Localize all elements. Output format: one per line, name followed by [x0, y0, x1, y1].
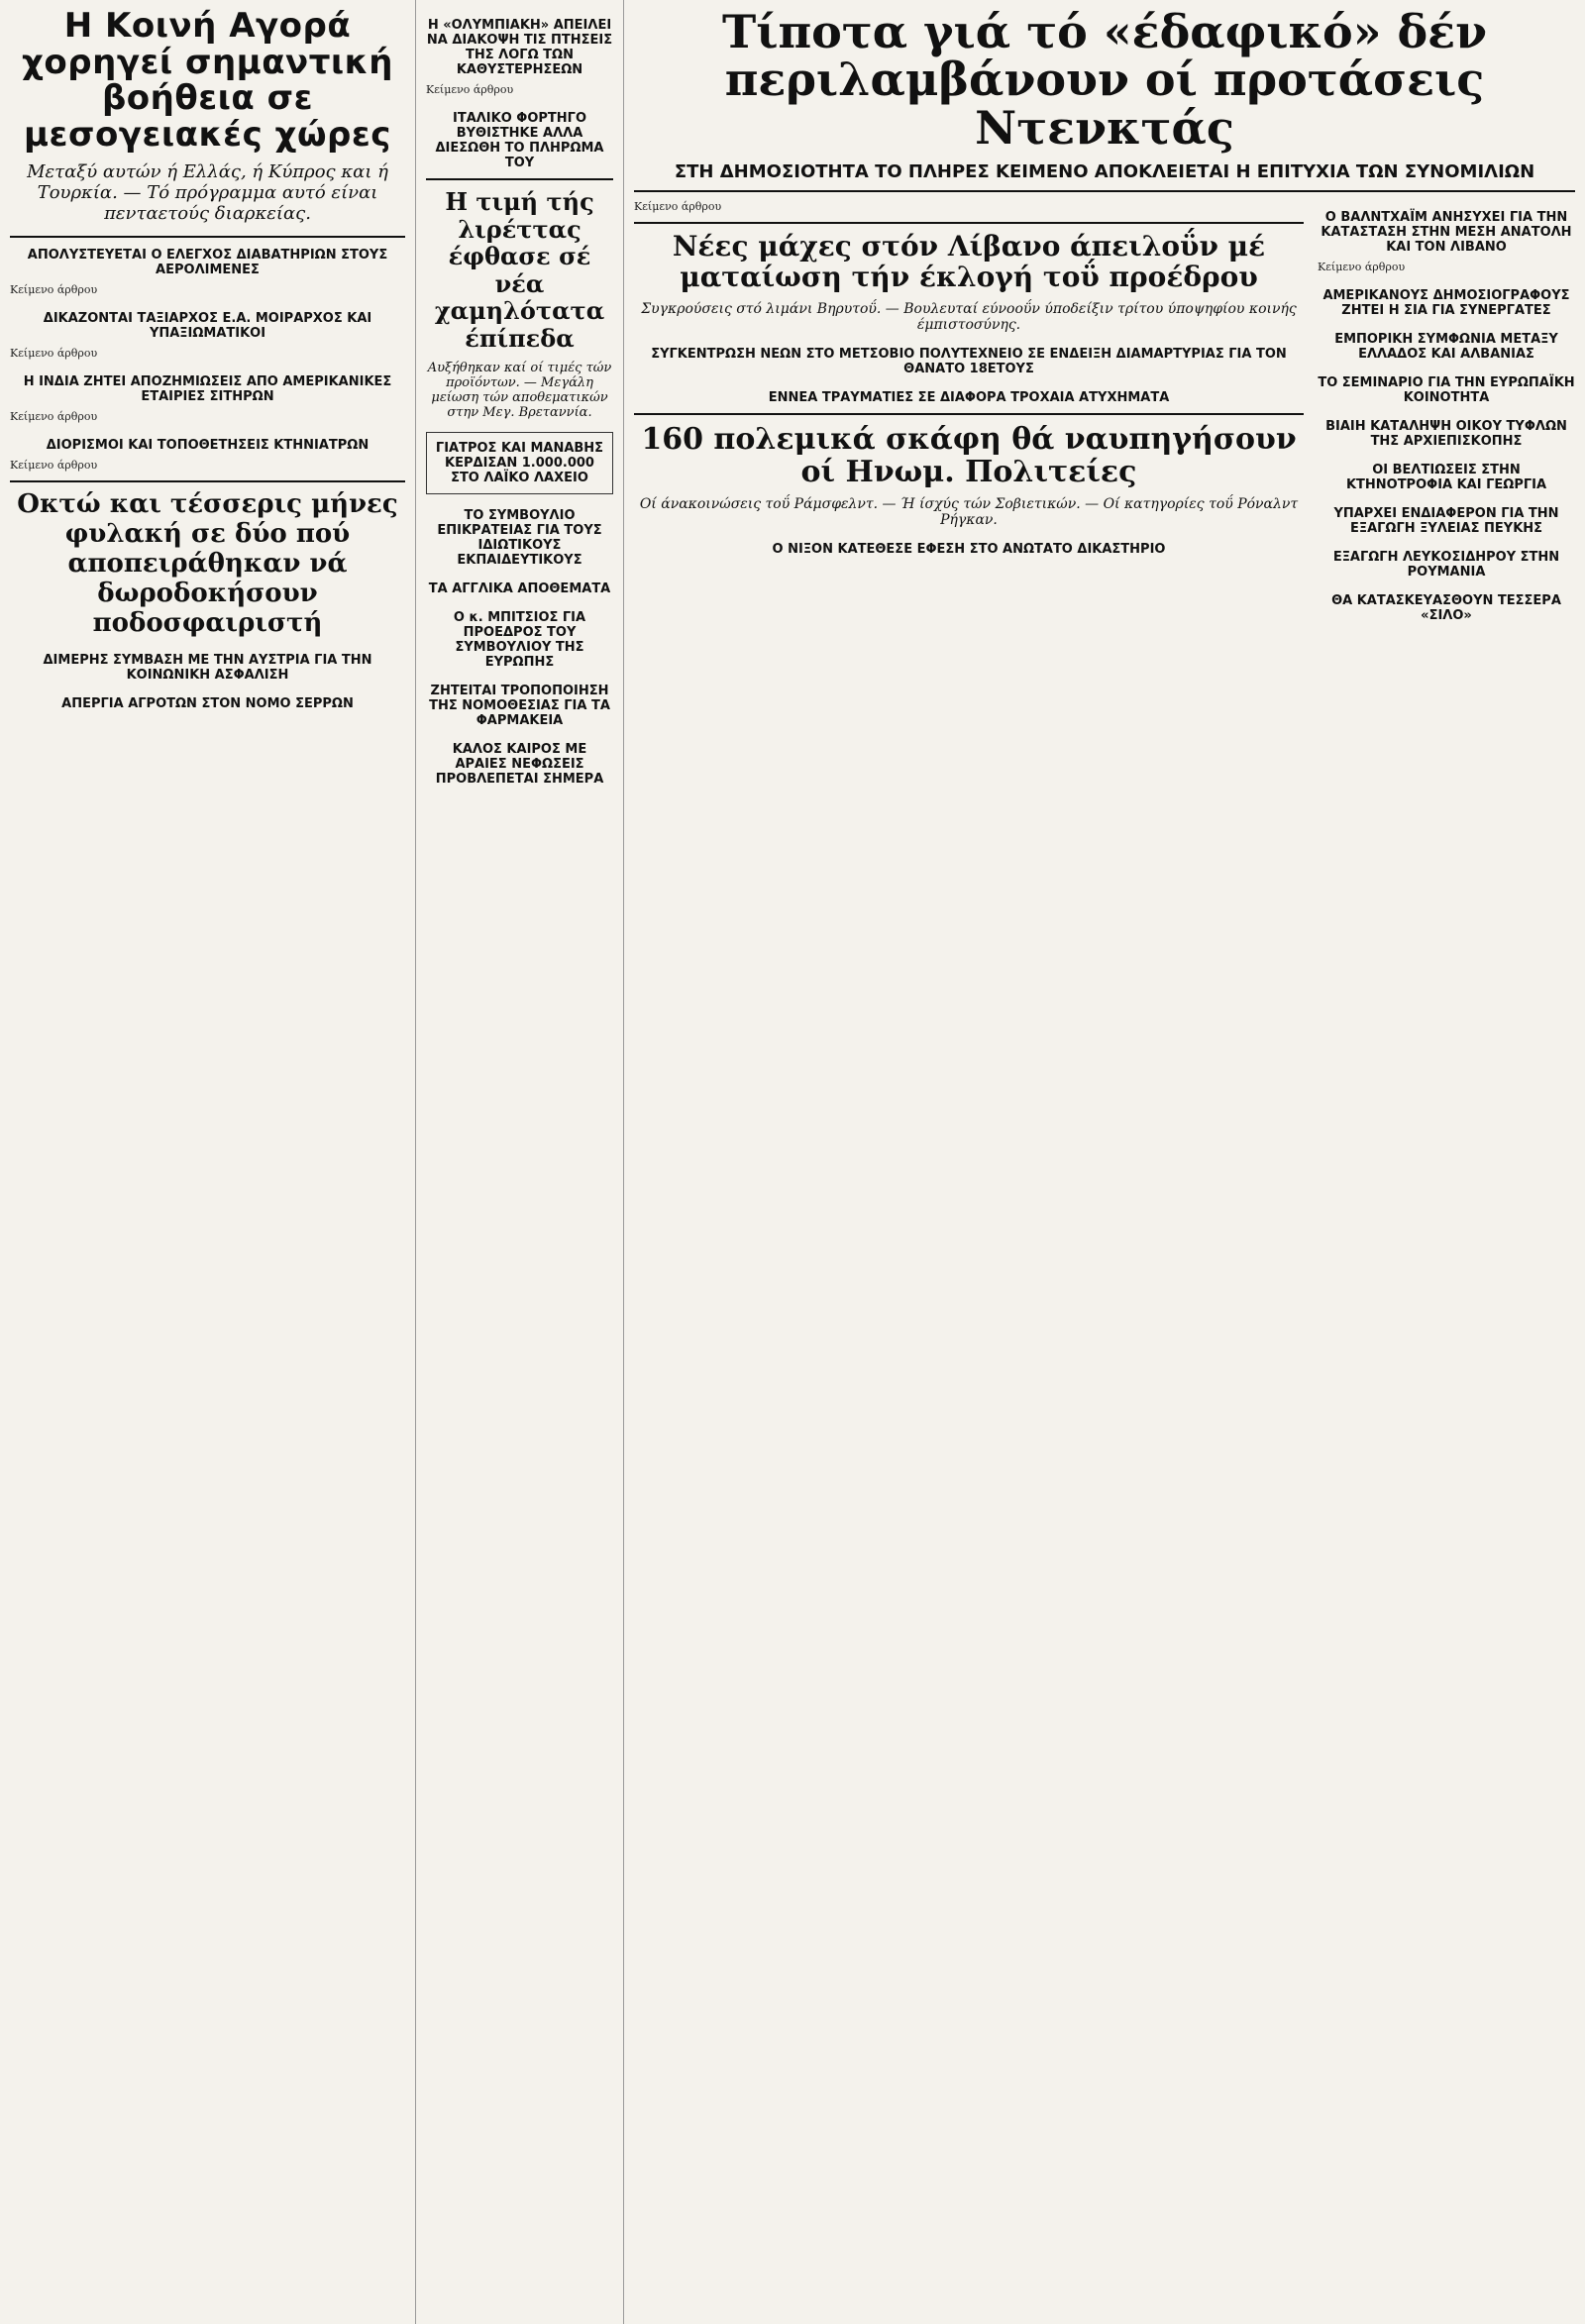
- subhead-farming: ΟΙ ΒΕΛΤΙΩΣΕΙΣ ΣΤΗΝ ΚΤΗΝΟΤΡΟΦΙΑ ΚΑΙ ΓΕΩΡΓΙΑ: [1345, 462, 1547, 492]
- left-column: [0, 0, 416, 2324]
- subhead-seminar: ΤΟ ΣΕΜΙΝΑΡΙΟ ΓΙΑ ΤΗΝ ΕΥΡΩΠΑΪΚΗ ΚΟΙΝΟΤΗΤΑ: [1318, 374, 1575, 405]
- rule: [10, 236, 405, 238]
- subhead-waldheim: Ο ΒΑΛΝΤΧΑΪΜ ΑΝΗΣΥΧΕΙ ΓΙΑ ΤΗΝ ΚΑΤΑΣΤΑΣΗ ΣΤΗΝ ΜΕΣΗ ΑΝΑΤΟΛΗ ΚΑΙ ΤΟΝ ΛΙΒΑΝΟ: [1321, 209, 1572, 255]
- subhead-vets: ΔΙΟΡΙΣΜΟΙ ΚΑΙ ΤΟΠΟΘΕΤΗΣΕΙΣ ΚΤΗΝΙΑΤΡΩΝ: [46, 438, 370, 454]
- body-text: Κείμενο άρθρου: [10, 410, 98, 424]
- main-grid: [634, 200, 1575, 629]
- subhead-albania: ΕΜΠΟΡΙΚΗ ΣΥΜΦΩΝΙΑ ΜΕΤΑΞΥ ΕΛΛΑΔΟΣ ΚΑΙ ΑΛΒΑΝΙΑΣ: [1334, 331, 1558, 362]
- subhead-reserves: ΤΑ ΑΓΓΛΙΚΑ ΑΠΟΘΕΜΑΤΑ: [428, 581, 611, 596]
- subhead-weather: ΚΑΛΟΣ ΚΑΙΡΟΣ ΜΕ ΑΡΑΙΕΣ ΝΕΦΩΣΕΙΣ ΠΡΟΒΛΕΠΕΤΑΙ ΣΗΜΕΡΑ: [435, 741, 604, 787]
- lede-common-market: Μεταξύ αυτών ή Ελλάς, ή Κύπρος και ή Τουρκία. — Τό πρόγραμμα αυτό είναι πενταετούς διαρκείας.: [27, 160, 388, 224]
- subhead-ship: ΙΤΑΛΙΚΟ ΦΟΡΤΗΓΟ ΒΥΘΙΣΤΗΚΕ ΑΛΛΑ ΔΙΕΣΩΘΗ ΤΟ ΠΛΗΡΩΜΑ ΤΟΥ: [435, 111, 604, 171]
- subhead-passports: ΑΠΟΛΥΣΤΕΥΕΤΑΙ Ο ΕΛΕΓΧΟΣ ΔΙΑΒΑΤΗΡΙΩΝ ΣΤΟΥΣ ΑΕΡΟΛΙΜΕΝΕΣ: [27, 247, 388, 277]
- subhead-silos: ΘΑ ΚΑΤΑΣΚΕΥΑΣΘΟΥΝ ΤΕΣΣΕΡΑ «ΣΙΛΟ»: [1331, 592, 1561, 623]
- rule: [426, 178, 613, 180]
- subhead-lottery: ΓΙΑΤΡΟΣ ΚΑΙ ΜΑΝΑΒΗΣ ΚΕΡΔΙΣΑΝ 1.000.000 ΣΤΟ ΛΑΪΚΟ ΛΑΧΕΙΟ: [426, 432, 613, 494]
- body-text: Κείμενο άρθρου: [10, 459, 98, 473]
- subhead-timber: ΥΠΑΡΧΕΙ ΕΝΔΙΑΦΕΡΟΝ ΓΙΑ ΤΗΝ ΕΞΑΓΩΓΗ ΞΥΛΕΙΑΣ ΠΕΥΚΗΣ: [1333, 505, 1559, 536]
- subhead-polytechnic: ΣΥΓΚΕΝΤΡΩΣΗ ΝΕΩΝ ΣΤΟ ΜΕΤΣΟΒΙΟ ΠΟΛΥΤΕΧΝΕΙΟ ΣΕ ΕΝΔΕΙΞΗ ΔΙΑΜΑΡΤΥΡΙΑΣ ΓΙΑ ΤΟΝ ΘΑΝΑΤΟ 18ΕΤΟΥΣ: [651, 346, 1287, 376]
- subhead-blind: ΒΙΑΙΗ ΚΑΤΑΛΗΨΗ ΟΙΚΟΥ ΤΥΦΛΩΝ ΤΗΣ ΑΡΧΙΕΠΙΣΚΟΠΗΣ: [1325, 418, 1567, 449]
- subhead-olympic: Η «ΟΛΥΜΠΙΑΚΗ» ΑΠΕΙΛΕΙ ΝΑ ΔΙΑΚΟΨΗ ΤΙΣ ΠΤΗΣΕΙΣ ΤΗΣ ΛΟΓΩ ΤΩΝ ΚΑΘΥΣΤΕΡΗΣΕΩΝ: [426, 18, 613, 77]
- main-left: [634, 200, 1304, 629]
- subhead-trial: ΔΙΚΑΖΟΝΤΑΙ ΤΑΞΙΑΡΧΟΣ Ε.Α. ΜΟΙΡΑΡΧΟΣ ΚΑΙ ΥΠΑΞΙΩΜΑΤΙΚΟΙ: [43, 310, 372, 341]
- headline-warships: 160 πολεμικά σκάφη θά ναυπηγήσουν οί Ηνωμ. Πολιτείες: [641, 421, 1297, 489]
- subhead-council: ΤΟ ΣΥΜΒΟΥΛΙΟ ΕΠΙΚΡΑΤΕΙΑΣ ΓΙΑ ΤΟΥΣ ΙΔΙΩΤΙΚΟΥΣ ΕΚΠΑΙΔΕΥΤΙΚΟΥΣ: [437, 507, 602, 568]
- subhead-pharmacies: ΖΗΤΕΙΤΑΙ ΤΡΟΠΟΠΟΙΗΣΗ ΤΗΣ ΝΟΜΟΘΕΣΙΑΣ ΓΙΑ ΤΑ ΦΑΡΜΑΚΕΙΑ: [429, 683, 610, 728]
- rule: [634, 413, 1304, 415]
- lede-lebanon: Συγκρούσεις στό λιμάνι Βηρυτοΰ. — Βουλευταί εύνοοΰν ύποδείξιν τρίτου ύποψηφίου κοινής έμπιστοσύνης.: [641, 300, 1297, 333]
- subhead-cia: ΑΜΕΡΙΚΑΝΟΥΣ ΔΗΜΟΣΙΟΓΡΑΦΟΥΣ ΖΗΤΕΙ Η ΣΙΑ ΓΙΑ ΣΥΝΕΡΓΑΤΕΣ: [1322, 287, 1570, 318]
- headline-denktash: Τίποτα γιά τό «έδαφικό» δέν περιλαμβάνουν οί προτάσεις Ντενκτάς: [721, 5, 1488, 155]
- lede-warships: Οί άνακοινώσεις τοΰ Ράμσφελντ. — Ή ίσχύς τών Σοβιετικών. — Οί κατηγορίες τοΰ Ρόναλντ Ρήγκαν.: [639, 495, 1299, 528]
- middle-column: [416, 0, 624, 2324]
- body-text: Κείμενο άρθρου: [10, 282, 98, 296]
- subhead-nixon: Ο ΝΙΞΟΝ ΚΑΤΕΘΕΣΕ ΕΦΕΣΗ ΣΤΟ ΑΝΩΤΑΤΟ ΔΙΚΑΣΤΗΡΙΟ: [772, 541, 1166, 557]
- main-column: [624, 0, 1585, 2324]
- subhead-strike: ΑΠΕΡΓΙΑ ΑΓΡΟΤΩΝ ΣΤΟΝ ΝΟΜΟ ΣΕΡΡΩΝ: [61, 695, 354, 711]
- headline-common-market: Η Κοινή Αγορά χορηγεί σημαντική βοήθεια σε μεσογειακές χώρες: [21, 6, 394, 156]
- subhead-austria: ΔΙΜΕΡΗΣ ΣΥΜΒΑΣΗ ΜΕ ΤΗΝ ΑΥΣΤΡΙΑ ΓΙΑ ΤΗΝ ΚΟΙΝΩΝΙΚΗ ΑΣΦΑΛΙΣΗ: [43, 652, 372, 683]
- body-text: Κείμενο άρθρου: [10, 346, 98, 360]
- rule: [10, 480, 405, 482]
- subhead-accidents: ΕΝΝΕΑ ΤΡΑΥΜΑΤΙΕΣ ΣΕ ΔΙΑΦΟΡΑ ΤΡΟΧΑΙΑ ΑΤΥΧΗΜΑΤΑ: [768, 389, 1170, 405]
- rule: [634, 190, 1575, 192]
- body-text: Κείμενο άρθρου: [426, 83, 514, 96]
- headline-bribery: Οκτώ και τέσσερις μήνες φυλακή σε δύο πού αποπειράθηκαν νά δωροδοκήσουν ποδοσφαιριστή: [17, 489, 398, 638]
- lede-lira: Αυξήθηκαν καί οί τιμές τών προϊόντων. — Μεγάλη μείωση τών αποθεματικών στην Μεγ. Βρεταννία.: [427, 360, 612, 420]
- subhead-tinplate: ΕΞΑΓΩΓΗ ΛΕΥΚΟΣΙΔΗΡΟΥ ΣΤΗΝ ΡΟΥΜΑΝΙΑ: [1332, 549, 1560, 580]
- body-text: Κείμενο άρθρου: [1318, 260, 1406, 273]
- subhead-mpitsios: Ο κ. ΜΠΙΤΣΙΟΣ ΓΙΑ ΠΡΟΕΔΡΟΣ ΤΟΥ ΣΥΜΒΟΥΛΙΟΥ ΤΗΣ ΕΥΡΩΠΗΣ: [453, 609, 586, 670]
- subhead-india: Η ΙΝΔΙΑ ΖΗΤΕΙ ΑΠΟΖΗΜΙΩΣΕΙΣ ΑΠΟ ΑΜΕΡΙΚΑΝΙΚΕΣ ΕΤΑΙΡΙΕΣ ΣΙΤΗΡΩΝ: [23, 374, 392, 405]
- rule: [634, 222, 1304, 224]
- body-text: Κείμενο άρθρου: [634, 199, 722, 213]
- main-right: [1318, 200, 1575, 629]
- headline-lira: Η τιμή τής λιρέττας έφθασε σέ νέα χαμηλότατα έπίπεδα: [434, 187, 605, 354]
- deck-denktash: ΣΤΗ ΔΗΜΟΣΙΟΤΗΤΑ ΤΟ ΠΛΗΡΕΣ ΚΕΙΜΕΝΟ ΑΠΟΚΛΕΙΕΤΑΙ Η ΕΠΙΤΥΧΙΑ ΤΩΝ ΣΥΝΟΜΙΛΙΩΝ: [674, 160, 1535, 182]
- headline-lebanon: Νέες μάχες στόν Λίβανο άπειλοΰν μέ ματαίωση τήν έκλογή τοΰ προέδρου: [672, 229, 1266, 293]
